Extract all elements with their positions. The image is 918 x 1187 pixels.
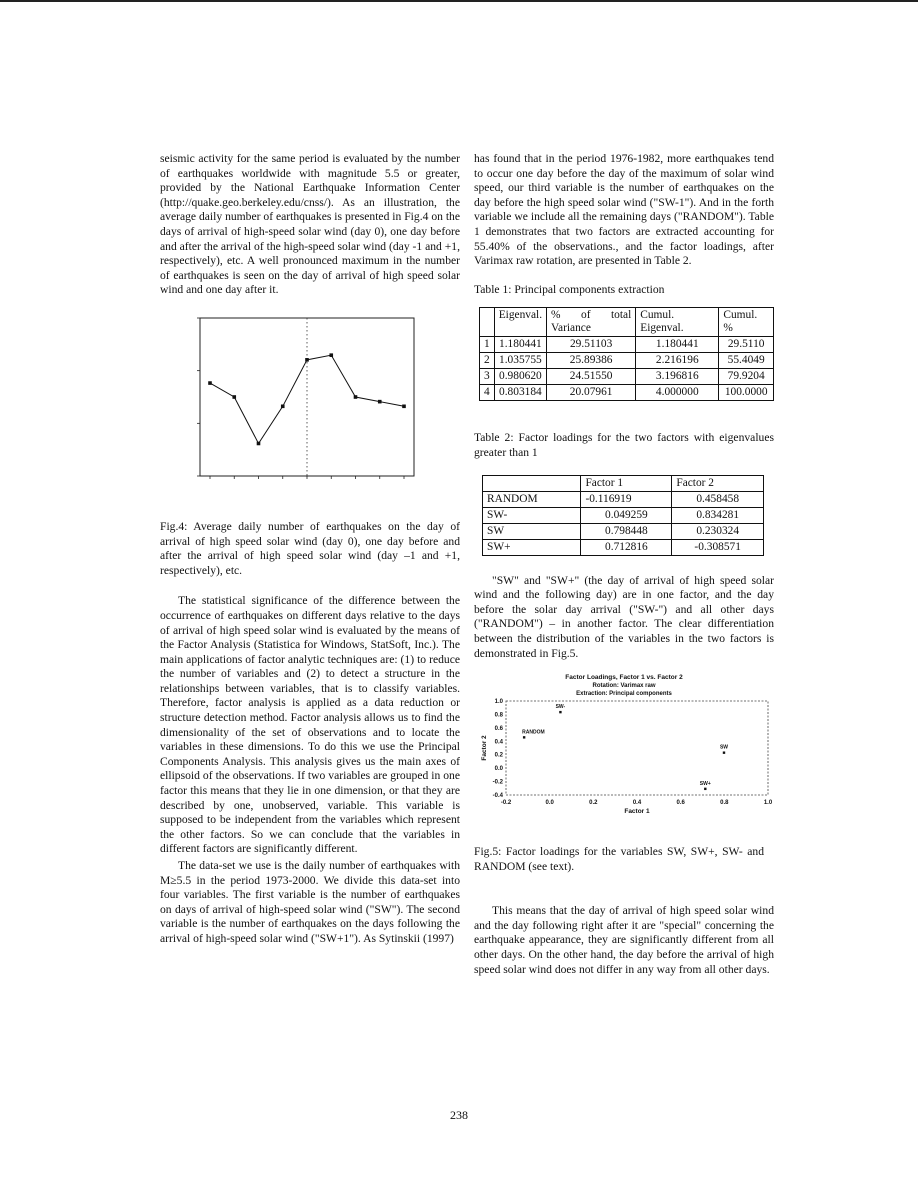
chart-title: Factor Loadings, Factor 1 vs. Factor 2 [565, 674, 683, 682]
data-point [232, 395, 236, 399]
table-cell: 3 [480, 369, 495, 385]
data-point [523, 736, 525, 738]
table-row [480, 369, 774, 385]
left-paragraph-2: The statistical significance of the difference between the occurrence of earthquakes on different days relative to the days of arrival of high speed solar wind is evaluated by the means of the Factor Analysis (Statistica for Windows, StatSoft, Inc.). The main applications of factor analytic techniques are: (1) to reduce the number of variables and (2) to detect a structure in the relationships between variables, that is to classify variables. Therefore, factor analysis is applied as a data reduction or structure detection method. Factor analysis allows us to find the dimensionality of the set of observations and to locate the variables in these dimensions. To do this we use the Principal Components Analysis. This analysis gives us the main axes of ellipsoid of the observations. If two variables are grouped in one factor this means that they lie in one dimension, or that they are described by one, unobserved, variable. This variable is supposed to be independent from the variables which represent the other factors. So we can conclude that the variables in different factors are significantly different. [160, 594, 460, 856]
right-paragraph-2: "SW" and "SW+" (the day of arrival of high speed solar wind and the following day) are in one factor, and the day before the solar day arrival ("SW-") and all other days ("RANDOM") – in another factor. The clear differentiation between the distribution of the variables in the two factors is demonstrated in Fig.5. [474, 573, 774, 660]
table-cell: 3.196816 [636, 369, 719, 385]
table-2 [482, 475, 764, 556]
data-point [402, 404, 406, 408]
table-1 [479, 307, 774, 401]
table-cell: 1.180441 [636, 337, 719, 353]
table-cell: 24.51550 [547, 369, 636, 385]
table-cell: SW [483, 523, 581, 539]
data-point [257, 442, 261, 446]
table-cell: -0.116919 [581, 491, 672, 507]
table-cell: 4 [480, 385, 495, 401]
table-cell: 79.9204 [719, 369, 774, 385]
table-cell: 0.834281 [672, 507, 764, 523]
table-cell: 100.0000 [719, 385, 774, 401]
page-number: 238 [450, 1108, 468, 1122]
table-cell: 1.035755 [494, 353, 546, 369]
plot-frame [200, 318, 414, 476]
data-point [329, 353, 333, 357]
x-tick-label: -0.2 [500, 800, 512, 807]
data-point [378, 400, 382, 404]
data-point [208, 381, 212, 385]
left-paragraph-1: seismic activity for the same period is evaluated by the number of earthquakes worldwide with magnitude 5.5 or greater, provided by the National Earthquake Information Center (http://quake.geo.berkeley.edu/cnss/). As an illustration, the average daily number of earthquakes is presented in Fig.4 on the days of arrival of high-speed solar wind (day 0), one day before and after the arrival of the high-speed solar wind (day -1 and +1, respectively), etc. A well pronounced maximum in the number of earthquakes is seen on the day of arrival of high speed solar wind and one day after it. [160, 152, 460, 297]
table-cell: SW+ [483, 539, 581, 555]
table-1-header-row [480, 308, 774, 337]
table-cell: 29.5110 [719, 337, 774, 353]
table-row [480, 385, 774, 401]
table-cell: 55.4049 [719, 353, 774, 369]
table-row [483, 539, 764, 555]
data-point-label: RANDOM [522, 729, 545, 736]
right-column [474, 152, 774, 977]
y-tick-label: 0.2 [494, 752, 503, 759]
data-point [559, 711, 561, 713]
table-cell: 0.712816 [581, 539, 672, 555]
data-point [354, 395, 358, 399]
data-point [723, 752, 725, 754]
y-tick-label: -0.2 [492, 779, 503, 786]
x-tick-label: 0.6 [676, 800, 685, 807]
figure-5 [474, 671, 774, 831]
left-column [160, 152, 460, 947]
chart-subtitle-rotation: Rotation: Varimax raw [592, 683, 656, 690]
x-tick-label: 0.0 [545, 800, 554, 807]
data-point [281, 404, 285, 408]
x-tick-label: 1.0 [763, 800, 773, 807]
y-tick-label: 0.4 [494, 739, 503, 746]
table-cell: SW- [483, 507, 581, 523]
chart-subtitle-extraction: Extraction: Principal components [576, 691, 672, 698]
x-tick-label: 0.4 [632, 800, 642, 807]
table-2-caption: Table 2: Factor loadings for the two factors with eigenvalues greater than 1 [474, 431, 774, 459]
table-cell: 0.803184 [494, 385, 546, 401]
table-2-header-cell: Factor 2 [672, 475, 764, 491]
table-2-header-cell [483, 475, 581, 491]
table-1-header-cell: Eigenval. [494, 308, 546, 337]
table-cell: 2.216196 [636, 353, 719, 369]
y-tick-label: 0.8 [494, 712, 503, 719]
table-2-header-cell: Factor 1 [581, 475, 672, 491]
table-cell: 29.51103 [547, 337, 636, 353]
data-point-label: SW- [555, 704, 566, 711]
table-row [480, 337, 774, 353]
table-cell: 4.000000 [636, 385, 719, 401]
right-paragraph-3: This means that the day of arrival of high speed solar wind and the day following right after it are "special" concerning the earthquake appearance, they are significantly different from all other days. On the other hand, the day before the arrival of high speed solar wind does not differ in any way from all other days. [474, 904, 774, 976]
table-cell: 0.980620 [494, 369, 546, 385]
figure-5-caption: Fig.5: Factor loadings for the variables SW, SW+, SW- and RANDOM (see text). [474, 845, 764, 873]
table-1-header-cell: Cumul. % [719, 308, 774, 337]
table-cell: 25.89386 [547, 353, 636, 369]
figure-5-scatter-chart [474, 671, 774, 831]
table-row [483, 491, 764, 507]
y-tick-label: 0.0 [494, 766, 503, 773]
top-rule [0, 0, 918, 2]
y-tick-label: 0.6 [494, 725, 503, 732]
data-point [704, 788, 706, 790]
table-cell: 0.230324 [672, 523, 764, 539]
table-cell: -0.308571 [672, 539, 764, 555]
table-cell: 0.049259 [581, 507, 672, 523]
right-paragraph-1: has found that in the period 1976-1982, more earthquakes tend to occur one day before the day of the maximum of solar wind speed, our third variable is the number of earthquakes on the day before the high speed solar wind ("SW-1"). And in the forth variable we include all the remaining days ("RANDOM"). Table 1 demonstrates that two factors are extracted accounting for 55.40% of the observations., and the factor loadings, after Varimax raw rotation, are presented in Table 2. [474, 152, 774, 268]
table-cell: RANDOM [483, 491, 581, 507]
y-axis-label: Factor 2 [481, 735, 488, 761]
table-cell: 20.07961 [547, 385, 636, 401]
table-cell: 0.798448 [581, 523, 672, 539]
figure-4 [160, 310, 460, 500]
y-tick-label: 1.0 [494, 699, 503, 706]
table-2-header-row [483, 475, 764, 491]
data-point-label: SW [719, 744, 729, 751]
plot-frame [506, 701, 768, 795]
left-paragraph-3: The data-set we use is the daily number of earthquakes with M≥5.5 in the period 1973-2000. We divide this data-set into four variables. The first variable is the number of earthquakes on days of arrival of high-speed solar wind ("SW"). The second variable is the number of earthquakes on the days following the arrival of high-speed solar wind ("SW+1"). As Sytinskii (1997) [160, 859, 460, 945]
table-1-header-cell: % of total Variance [547, 308, 636, 337]
x-tick-label: 0.8 [720, 800, 729, 807]
table-cell: 1.180441 [494, 337, 546, 353]
table-1-header-cell: Cumul. Eigenval. [636, 308, 719, 337]
table-cell: 1 [480, 337, 495, 353]
table-cell: 0.458458 [672, 491, 764, 507]
x-axis-label: Factor 1 [624, 808, 650, 816]
table-row [480, 353, 774, 369]
table-row [483, 507, 764, 523]
table-row [483, 523, 764, 539]
table-1-caption: Table 1: Principal components extraction [474, 282, 665, 296]
figure-4-caption: Fig.4: Average daily number of earthquakes on the day of arrival of high speed solar wind (day 0), one day before and after the arrival of high speed solar wind (day –1 and +1, respectively), etc. [160, 519, 460, 577]
data-point [305, 358, 309, 362]
table-cell: 2 [480, 353, 495, 369]
table-1-header-cell [480, 308, 495, 337]
data-point-label: SW+ [699, 780, 711, 787]
figure-4-line-chart [160, 310, 460, 500]
x-tick-label: 0.2 [589, 800, 598, 807]
y-tick-label: -0.4 [492, 793, 503, 800]
